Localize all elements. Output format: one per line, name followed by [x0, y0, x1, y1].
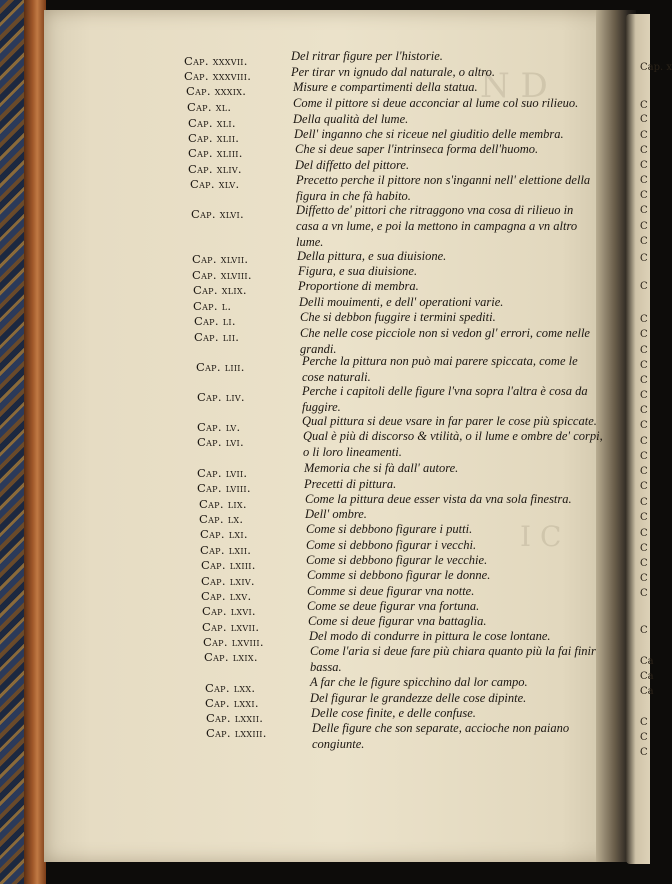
- right-page-chapter-fragment: C: [640, 160, 648, 171]
- chapter-number: Cap. lx.: [199, 512, 244, 526]
- right-page-chapter-fragment: C: [640, 100, 648, 111]
- chapter-number: Cap. lv.: [197, 420, 241, 434]
- chapter-title: Del figurar le grandezze delle cose dipinte.: [310, 691, 527, 705]
- chapter-number: Cap. lxvii.: [202, 620, 260, 634]
- right-page-chapter-fragment: C: [640, 190, 648, 201]
- right-page-chapter-fragment: C: [640, 573, 648, 584]
- chapter-title: Come il pittore si deue acconciar al lume col suo rilieuo.: [293, 96, 579, 110]
- chapter-number: Cap. lvi.: [197, 435, 244, 449]
- chapter-title: Memoria che si fà dall' autore.: [304, 461, 459, 475]
- chapter-number: Cap. xliii.: [188, 146, 243, 160]
- chapter-title: A far che le figure spicchino dal lor campo.: [310, 675, 528, 689]
- right-page-chapter-fragment: C: [640, 420, 648, 431]
- right-page-chapter-fragment: C: [640, 205, 648, 216]
- chapter-title: Come si deue figurar vna battaglia.: [308, 614, 487, 628]
- chapter-number: Cap. xl.: [187, 100, 232, 114]
- chapter-title: Delle cose finite, e delle confuse.: [311, 706, 476, 720]
- chapter-title: Del ritrar figure per l'historie.: [291, 49, 443, 63]
- chapter-title: Perche i capitoli delle figure l'vna sopra l'altra è cosa da fuggire.: [302, 384, 588, 414]
- right-page-chapter-fragment: C: [640, 558, 648, 569]
- chapter-title: Della qualità del lume.: [293, 112, 409, 126]
- chapter-number: Cap. xlvi.: [191, 207, 244, 221]
- chapter-title: Che si deue saper l'intrinseca forma dell'huomo.: [295, 142, 539, 156]
- chapter-title: Dell' inganno che si riceue nel giuditio delle membra.: [294, 127, 564, 141]
- chapter-title: Perche la pittura non può mai parere spiccata, come le cose naturali.: [302, 354, 578, 384]
- right-page-chapter-fragment: Ca: [640, 656, 654, 667]
- chapter-title: Diffetto de' pittori che ritraggono vna cosa di rilieuo in casa a vn lume, e poi la mettono in campagna a vn altro lume.: [296, 203, 578, 249]
- chapter-title: Della pittura, e sua diuisione.: [297, 249, 447, 263]
- right-page-chapter-fragment: C: [640, 528, 648, 539]
- chapter-title: Come si debbono figurare i putti.: [306, 522, 473, 536]
- chapter-number: Cap. lxxi.: [205, 696, 259, 710]
- right-page-chapter-fragment: Ca: [640, 686, 654, 697]
- right-page-chapter-fragment: C: [640, 114, 648, 125]
- chapter-number: Cap. lxxiii.: [206, 726, 267, 740]
- chapter-number: Cap. li.: [194, 314, 236, 328]
- chapter-number: Cap. liii.: [196, 360, 245, 374]
- right-page-chapter-fragment: C: [640, 588, 648, 599]
- chapter-number: Cap. xlv.: [190, 177, 240, 191]
- chapter-title: Come la pittura deue esser vista da vna sola finestra.: [305, 492, 572, 506]
- right-page-chapter-fragment: C: [640, 405, 648, 416]
- right-page-chapter-fragment: C: [640, 451, 648, 462]
- right-page-chapter-fragment: C: [640, 747, 648, 758]
- right-page-chapter-fragment: C: [640, 390, 648, 401]
- chapter-number: Cap. lxix.: [204, 650, 258, 664]
- chapter-number: Cap. xliv.: [188, 162, 242, 176]
- chapter-title: Precetti di pittura.: [304, 477, 397, 491]
- chapter-number: Cap. lxv.: [201, 589, 252, 603]
- chapter-number: Cap. xlii.: [188, 131, 240, 145]
- right-page-chapter-fragment: C: [640, 375, 648, 386]
- right-page-chapter-fragment: C: [640, 345, 648, 356]
- chapter-title: Precetto perche il pittore non s'inganni nell' elettione della figura in che fà habito.: [296, 173, 591, 203]
- chapter-title: Figura, e sua diuisione.: [298, 264, 418, 278]
- chapter-number: Cap. lix.: [199, 497, 247, 511]
- chapter-title: Proportione di membra.: [298, 279, 419, 293]
- chapter-title: Per tirar vn ignudo dal naturale, o altro.: [291, 65, 496, 79]
- chapter-title: Misure e compartimenti della statua.: [293, 80, 478, 94]
- show-through-text: N D: [480, 66, 548, 106]
- right-page-chapter-fragment: C: [640, 314, 648, 325]
- chapter-title: Come si debbono figurar i vecchi.: [306, 538, 477, 552]
- chapter-number: Cap. lxi.: [200, 527, 248, 541]
- right-page-chapter-fragment: C: [640, 253, 648, 264]
- chapter-number: Cap. lviii.: [197, 481, 251, 495]
- chapter-number: Cap. lii.: [194, 330, 240, 344]
- right-page-chapter-fragment: C: [640, 130, 648, 141]
- chapter-number: Cap. l.: [193, 299, 232, 313]
- chapter-number: Cap. xli.: [188, 116, 236, 130]
- right-page-chapter-fragment: C: [640, 481, 648, 492]
- right-page-chapter-fragment: C: [640, 360, 648, 371]
- chapter-number: Cap. lxiii.: [201, 558, 256, 572]
- right-page-chapter-fragment: C: [640, 543, 648, 554]
- chapter-number: Cap. lxviii.: [203, 635, 264, 649]
- right-page-chapter-fragment: Cap. x: [640, 62, 672, 73]
- chapter-title: Come se deue figurar vna fortuna.: [307, 599, 480, 613]
- chapter-title: Qual pittura si deue vsare in far parer le cose più spiccate.: [302, 414, 597, 428]
- chapter-title: Delli mouimenti, e dell' operationi varie.: [299, 295, 504, 309]
- book-spine-edge: [24, 0, 46, 884]
- right-page-chapter-fragment: C: [640, 625, 648, 636]
- chapter-title: Che si debbon fuggire i termini spediti.: [300, 310, 496, 324]
- chapter-title: Del modo di condurre in pittura le cose lontane.: [309, 629, 551, 643]
- chapter-title: Dell' ombre.: [305, 507, 367, 521]
- chapter-number: Cap. xxxvii.: [184, 54, 248, 68]
- chapter-number: Cap. xxxviii.: [184, 69, 252, 83]
- chapter-title: Del diffetto del pittore.: [295, 158, 410, 172]
- chapter-title: Comme si deue figurar vna notte.: [307, 584, 475, 598]
- right-page-chapter-fragment: C: [640, 497, 648, 508]
- right-page-chapter-fragment: C: [640, 466, 648, 477]
- chapter-title: Come si debbono figurar le vecchie.: [306, 553, 488, 567]
- right-page-chapter-fragment: C: [640, 281, 648, 292]
- right-page-chapter-fragment: C: [640, 732, 648, 743]
- right-page-chapter-fragment: C: [640, 175, 648, 186]
- chapter-title: Qual è più di discorso & vtilità, o il lume e ombre de' corpi, o li loro lineamenti.: [303, 429, 603, 459]
- chapter-number: Cap. xlix.: [193, 283, 247, 297]
- chapter-number: Cap. lxxii.: [206, 711, 264, 725]
- right-page-chapter-fragment: C: [640, 436, 648, 447]
- chapter-number: Cap. lvii.: [197, 466, 248, 480]
- chapter-number: Cap. lxii.: [200, 543, 252, 557]
- chapter-number: Cap. lxiv.: [201, 574, 255, 588]
- chapter-title: Che nelle cose picciole non si vedon gl' errori, come nelle grandi.: [300, 326, 590, 356]
- right-page-chapter-fragment: C: [640, 236, 648, 247]
- chapter-title: Delle figure che son separate, accioche non paiano congiunte.: [312, 721, 570, 751]
- right-page-chapter-fragment: C: [640, 717, 648, 728]
- chapter-number: Cap. lxvi.: [202, 604, 256, 618]
- chapter-number: Cap. xxxix.: [186, 84, 247, 98]
- right-page-chapter-fragment: Ca: [640, 671, 654, 682]
- show-through-text: I C: [520, 520, 562, 553]
- chapter-title: Comme si debbono figurar le donne.: [307, 568, 491, 582]
- right-page-chapter-fragment: C: [640, 221, 648, 232]
- chapter-number: Cap. xlviii.: [192, 268, 252, 282]
- right-page-chapter-fragment: C: [640, 512, 648, 523]
- chapter-number: Cap. liv.: [197, 390, 245, 404]
- chapter-number: Cap. xlvii.: [192, 252, 249, 266]
- chapter-number: Cap. lxx.: [205, 681, 256, 695]
- chapter-title: Come l'aria si deue fare più chiara quanto più la fai finir bassa.: [310, 644, 596, 674]
- right-page-chapter-fragment: C: [640, 145, 648, 156]
- right-page-chapter-fragment: C: [640, 329, 648, 340]
